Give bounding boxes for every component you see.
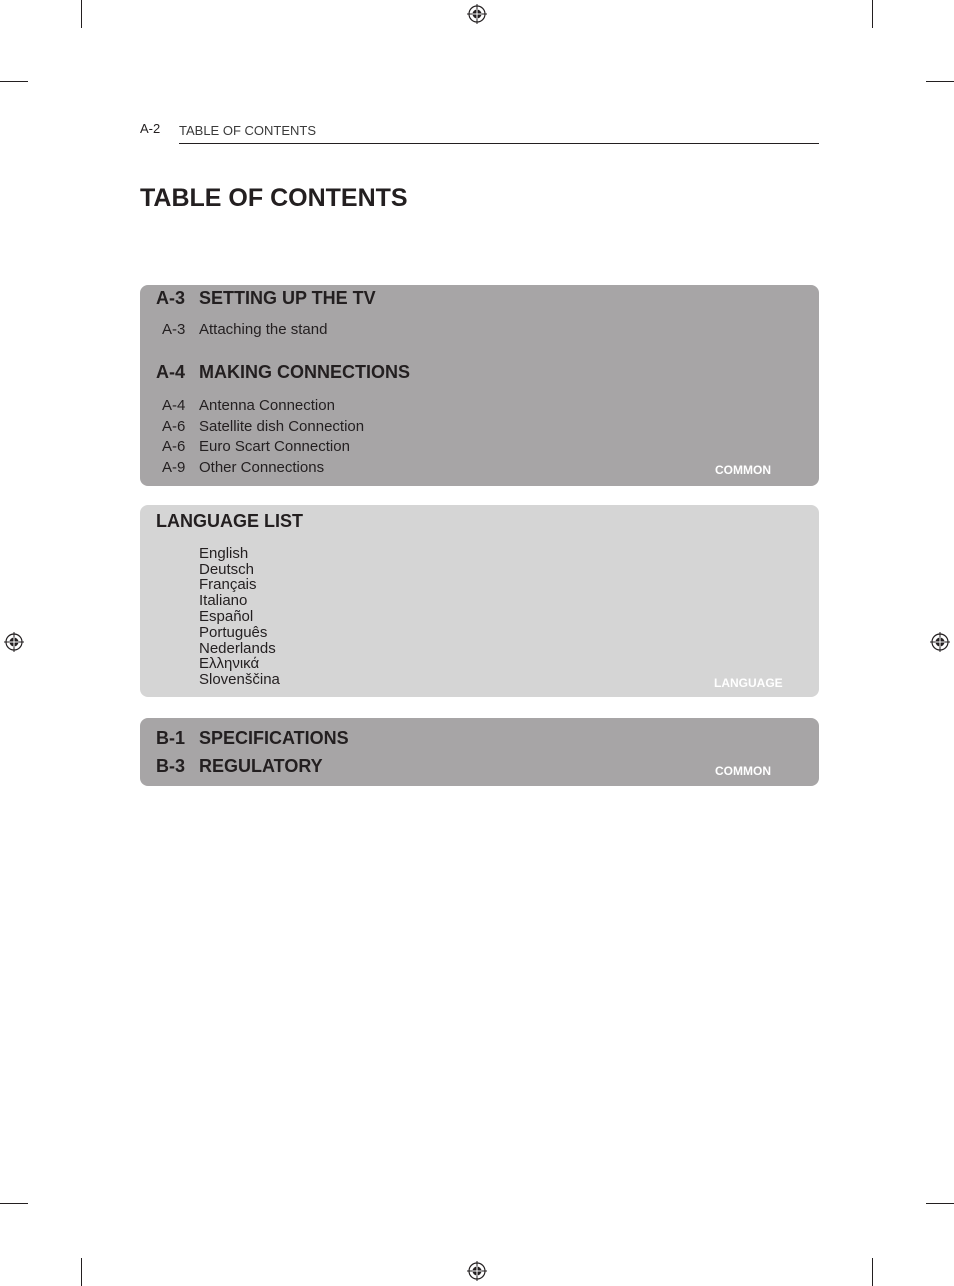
crop-mark xyxy=(81,1258,82,1286)
language-item[interactable]: Italiano xyxy=(199,592,248,609)
crop-mark xyxy=(872,0,873,28)
registration-mark-icon xyxy=(4,632,24,652)
crop-mark xyxy=(872,1258,873,1286)
item-number: A-3 xyxy=(162,321,186,338)
box-tag: LANGUAGE xyxy=(714,676,783,690)
section-number: A-4 xyxy=(156,362,186,382)
language-item[interactable]: Nederlands xyxy=(199,640,276,657)
language-item[interactable]: Français xyxy=(199,576,257,593)
page-title: TABLE OF CONTENTS xyxy=(140,184,408,212)
section-title: REGULATORY xyxy=(199,756,323,776)
item-label: Other Connections xyxy=(199,459,325,476)
box-tag: COMMON xyxy=(715,764,771,778)
toc-box-common xyxy=(140,285,819,486)
toc-section[interactable] xyxy=(156,728,349,749)
toc-item[interactable] xyxy=(162,321,327,338)
registration-mark-icon xyxy=(930,632,950,652)
item-number: A-4 xyxy=(162,397,186,414)
item-number: A-9 xyxy=(162,459,186,476)
section-number: B-3 xyxy=(156,756,186,776)
item-number: A-6 xyxy=(162,418,186,435)
language-item[interactable]: English xyxy=(199,545,249,562)
language-item[interactable]: Slovenščina xyxy=(199,671,280,688)
item-label: Euro Scart Connection xyxy=(199,438,350,455)
header-rule xyxy=(179,143,819,144)
toc-section[interactable] xyxy=(156,288,376,309)
language-item[interactable]: Deutsch xyxy=(199,561,255,578)
crop-mark xyxy=(81,0,82,28)
toc-section[interactable] xyxy=(156,756,323,777)
language-item[interactable]: Ελληνικά xyxy=(199,655,260,672)
toc-box-language xyxy=(140,505,819,697)
section-title: MAKING CONNECTIONS xyxy=(199,362,410,382)
section-title: SPECIFICATIONS xyxy=(199,728,349,748)
box-tag: COMMON xyxy=(715,463,771,477)
running-title: TABLE OF CONTENTS xyxy=(179,123,316,138)
language-list-title[interactable]: LANGUAGE LIST xyxy=(156,511,303,531)
language-item[interactable]: Español xyxy=(199,608,254,625)
toc-item[interactable] xyxy=(162,459,324,476)
crop-mark xyxy=(0,1203,28,1204)
page-number: A-2 xyxy=(140,121,161,136)
section-number: A-3 xyxy=(156,288,186,308)
section-title: SETTING UP THE TV xyxy=(199,288,376,308)
toc-box-specifications xyxy=(140,718,819,786)
item-label: Antenna Connection xyxy=(199,397,335,414)
registration-mark-icon xyxy=(467,4,487,24)
crop-mark xyxy=(0,81,28,82)
item-label: Attaching the stand xyxy=(199,321,328,338)
item-label: Satellite dish Connection xyxy=(199,418,365,435)
toc-item[interactable] xyxy=(162,397,335,414)
toc-section[interactable] xyxy=(156,362,410,383)
crop-mark xyxy=(926,1203,954,1204)
section-number: B-1 xyxy=(156,728,186,748)
item-number: A-6 xyxy=(162,438,186,455)
toc-item[interactable] xyxy=(162,418,364,435)
crop-mark xyxy=(926,81,954,82)
registration-mark-icon xyxy=(467,1261,487,1281)
language-item[interactable]: Português xyxy=(199,624,268,641)
toc-item[interactable] xyxy=(162,438,350,455)
